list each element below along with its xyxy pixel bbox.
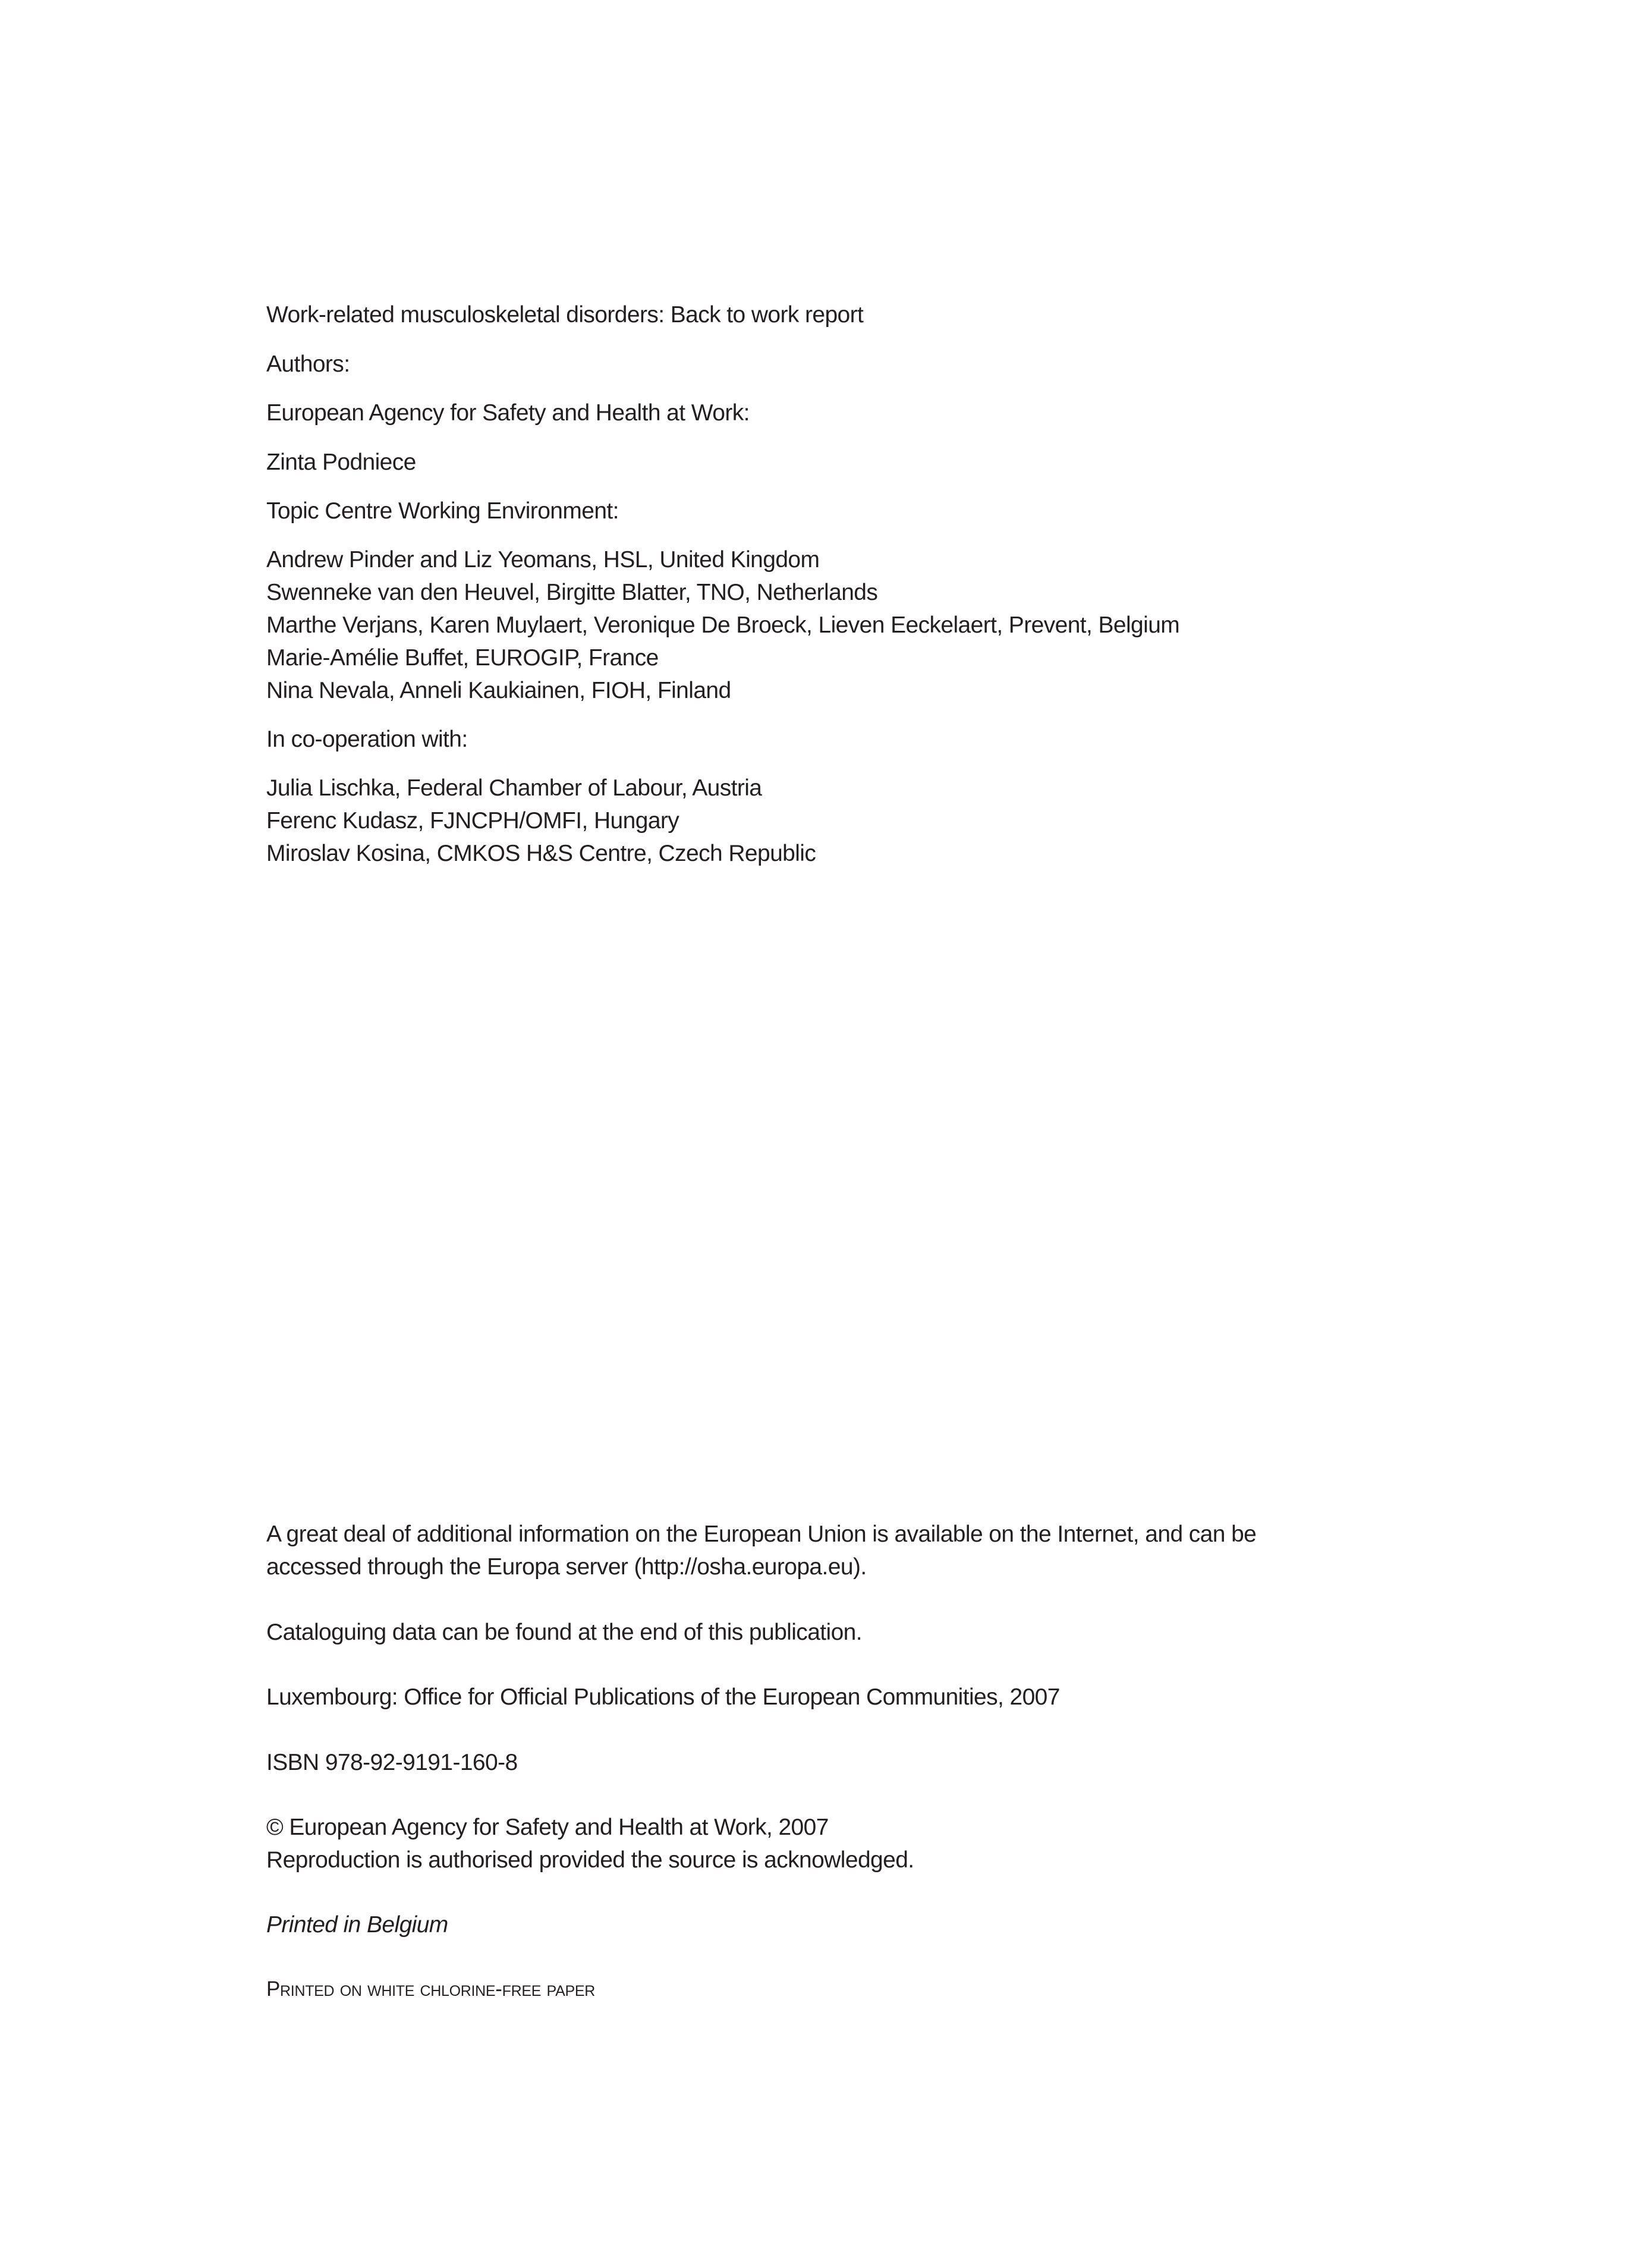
isbn-block xyxy=(266,1746,1455,1779)
europa-info-line: A great deal of additional information on the European Union is available on the Internet, and can be xyxy=(266,1521,1257,1547)
copyright-block xyxy=(266,1811,1455,1876)
printed-in-block xyxy=(266,1908,1455,1941)
cooperation-label: In co-operation with: xyxy=(266,727,468,752)
cooperation-author-line: Julia Lischka, Federal Chamber of Labour, Austria xyxy=(266,775,762,801)
paper-block xyxy=(266,1973,1455,2005)
topic-centre-authors xyxy=(266,543,1455,707)
agency-author: Zinta Podniece xyxy=(266,449,416,475)
europa-info xyxy=(266,1518,1455,1583)
cooperation-label-block xyxy=(266,723,1455,756)
author-line: Swenneke van den Heuvel, Birgitte Blatter, TNO, Netherlands xyxy=(266,580,878,605)
topic-centre-label-block xyxy=(266,495,1455,527)
report-title: Work-related musculoskeletal disorders: Back to work report xyxy=(266,302,864,328)
author-line: Nina Nevala, Anneli Kaukiainen, FIOH, Finland xyxy=(266,678,731,703)
cooperation-author-line: Ferenc Kudasz, FJNCPH/OMFI, Hungary xyxy=(266,808,679,834)
publisher-block xyxy=(266,1681,1455,1713)
paper-note: Printed on white chlorine-free paper xyxy=(266,1977,595,2001)
isbn: ISBN 978-92-9191-160-8 xyxy=(266,1750,518,1775)
report-title-block xyxy=(266,298,1455,331)
topic-centre-label: Topic Centre Working Environment: xyxy=(266,498,619,524)
europa-info-line: accessed through the Europa server (http://osha.europa.eu). xyxy=(266,1554,867,1580)
agency-label-block xyxy=(266,397,1455,429)
reproduction-line: Reproduction is authorised provided the source is acknowledged. xyxy=(266,1847,914,1873)
authors-label: Authors: xyxy=(266,351,350,377)
cataloguing-block xyxy=(266,1616,1455,1649)
printed-in: Printed in Belgium xyxy=(266,1912,448,1938)
author-line: Andrew Pinder and Liz Yeomans, HSL, United Kingdom xyxy=(266,547,820,573)
publisher-line: Luxembourg: Office for Official Publications of the European Communities, 2007 xyxy=(266,1684,1060,1710)
copyright-line: © European Agency for Safety and Health at Work, 2007 xyxy=(266,1815,829,1840)
authors-label-block xyxy=(266,348,1455,381)
author-line: Marthe Verjans, Karen Muylaert, Veronique De Broeck, Lieven Eeckelaert, Prevent, Belgium xyxy=(266,612,1180,638)
cooperation-authors xyxy=(266,772,1455,870)
agency-label: European Agency for Safety and Health at Work: xyxy=(266,400,750,426)
author-line: Marie-Amélie Buffet, EUROGIP, France xyxy=(266,645,659,671)
cooperation-author-line: Miroslav Kosina, CMKOS H&S Centre, Czech Republic xyxy=(266,841,816,866)
agency-author-block xyxy=(266,446,1455,479)
cataloguing-note: Cataloguing data can be found at the end of this publication. xyxy=(266,1620,863,1645)
